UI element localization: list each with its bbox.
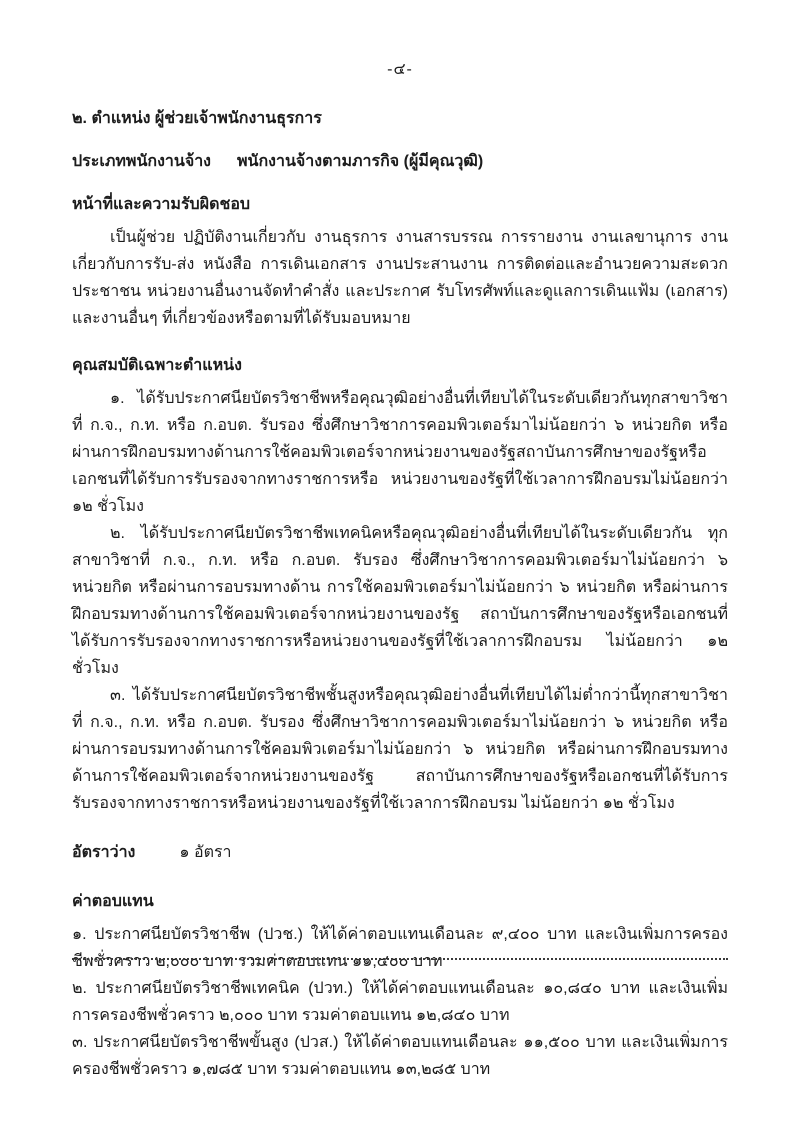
compensation-item-2: ๒. ประกาศนียบัตรวิชาชีพเทคนิค (ปวท.) ให้ได้ค่าตอบแทนเดือนละ ๑๐,๘๔๐ บาท และเงินเพิ่มการครองชีพชั่วคราว ๒,๐๐๐ บาท รวมค่าตอบแทน ๑๒,๘๔๐ บาท (72, 980, 728, 1024)
employee-type-value: พนักงานจ้างตามภารกิจ (ผู้มีคุณวุฒิ) (236, 153, 484, 170)
employee-type-line (72, 148, 728, 175)
position-title: ๒. ตำแหน่ง ผู้ช่วยเจ้าพนักงานธุรการ (72, 110, 322, 127)
qualification-item-3: ๓. ได้รับประกาศนียบัตรวิชาชีพชั้นสูงหรือคุณวุฒิอย่างอื่นที่เทียบได้ไม่ต่ำกว่านี้ทุกสาขาวิชาที่ ก.จ., ก.ท. หรือ ก.อบต. รับรอง ซึ่งศึกษาวิชาการคอมพิวเตอร์มาไม่น้อยกว่า ๖ หน่วยกิต หรือผ่านการอบรมทางด้านการใช้คอมพิวเตอร์มาไม่น้อยกว่า ๖ หน่วยกิต หรือผ่านการฝึกอบรมทางด้านการใช้คอมพิวเตอร์จากหน่วยงานของรัฐ สถาบันการศึกษาของรัฐหรือเอกชนที่ได้รับการรับรองจากทางราชการหรือหน่วยงานของรัฐที่ใช้เวลาการฝึกอบรม ไม่น้อยกว่า ๑๒ ชั่วโมง (72, 687, 728, 812)
duties-paragraph: เป็นผู้ช่วย ปฏิบัติงานเกี่ยวกับ งานธุรการ งานสารบรรณ การรายงาน งานเลขานุการ งานเกี่ยวกับการรับ-ส่ง หนังสือ การเดินเอกสาร งานประสานงาน การติดต่อและอำนวยความสะดวกประชาชน หน่วยงานอื่นงานจัดทำคำสั่ง และประกาศ รับโทรศัพท์และดูแลการเดินแฟ้ม (เอกสาร) และงานอื่นๆ ที่เกี่ยวข้องหรือตามที่ได้รับมอบหมาย (72, 229, 728, 327)
qualification-item-2: ๒. ได้รับประกาศนียบัตรวิชาชีพเทคนิคหรือคุณวุฒิอย่างอื่นที่เทียบได้ในระดับเดียวกัน ทุกสาขาวิชาที่ ก.จ., ก.ท. หรือ ก.อบต. รับรอง ซึ่งศึกษาวิชาการคอมพิวเตอร์มาไม่น้อยกว่า ๖ หน่วยกิต หรือผ่านการอบรมทางด้าน การใช้คอมพิวเตอร์มาไม่น้อยกว่า ๖ หน่วยกิต หรือผ่านการฝึกอบรมทางด้านการใช้คอมพิวเตอร์จากหน่วยงานของรัฐ สถาบันการศึกษาของรัฐหรือเอกชนที่ได้รับการรับรองจากทางราชการหรือหน่วยงานของรัฐที่ใช้เวลาการฝึกอบรม ไม่น้อยกว่า ๑๒ ชั่วโมง (72, 525, 728, 677)
dotted-separator-line (72, 958, 728, 960)
compensation-item-1: ๑. ประกาศนียบัตรวิชาชีพ (ปวช.) ให้ได้ค่าตอบแทนเดือนละ ๙,๔๐๐ บาท และเงินเพิ่มการครองชีพชั่วคราว ๒,๐๐๐ บาท รวมค่าตอบแทน ๑๑,๔๐๐ บาท (72, 926, 728, 970)
employee-type-label: ประเภทพนักงานจ้าง (72, 153, 211, 170)
compensation-heading: ค่าตอบแทน (72, 893, 154, 910)
compensation-item-3: ๓. ประกาศนียบัตรวิชาชีพขั้นสูง (ปวส.) ให้ได้ค่าตอบแทนเดือนละ ๑๑,๕๐๐ บาท และเงินเพิ่มการครองชีพชั่วคราว ๑,๗๘๕ บาท รวมค่าตอบแทน ๑๓,๒๘๕ บาท (72, 1034, 728, 1078)
vacancy-value: ๑ อัตรา (179, 844, 232, 861)
page-number: -๔- (387, 61, 413, 78)
vacancy-line (72, 839, 728, 866)
qualifications-heading: คุณสมบัติเฉพาะตำแหน่ง (72, 357, 242, 374)
vacancy-label: อัตราว่าง (72, 844, 136, 861)
duties-heading: หน้าที่และความรับผิดชอบ (72, 196, 251, 213)
qualification-item-1: ๑. ได้รับประกาศนียบัตรวิชาชีพหรือคุณวุฒิอย่างอื่นที่เทียบได้ในระดับเดียวกันทุกสาขาวิชาที่ ก.จ., ก.ท. หรือ ก.อบต. รับรอง ซึ่งศึกษาวิชาการคอมพิวเตอร์มาไม่น้อยกว่า ๖ หน่วยกิต หรือผ่านการฝึกอบรมทางด้านการใช้คอมพิวเตอร์จากหน่วยงานของรัฐสถาบันการศึกษาของรัฐหรือเอกชนที่ได้รับการรับรองจากทางราชการหรือ หน่วยงานของรัฐที่ใช้เวลาการฝึกอบรมไม่น้อยกว่า ๑๒ ชั่วโมง (72, 390, 728, 515)
